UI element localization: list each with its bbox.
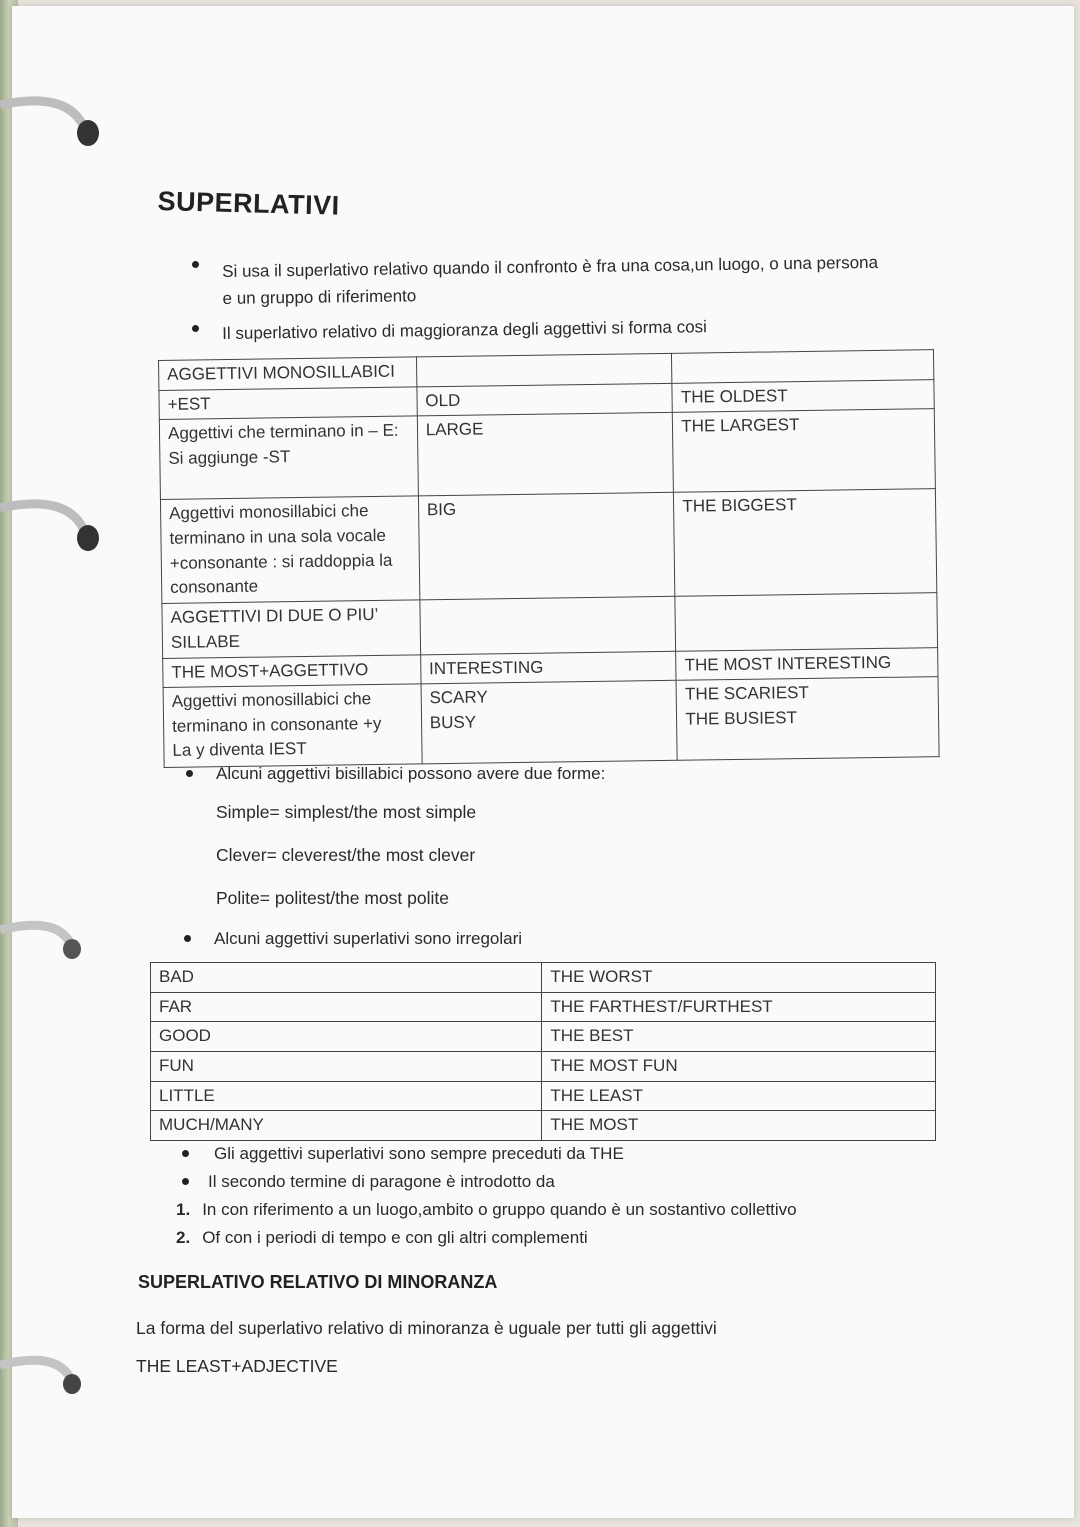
- example-simple: Simple= simplest/the most simple: [216, 802, 477, 822]
- numbered-text: In con riferimento a un luogo,ambito o gruppo quando è un sostantivo collettivo: [202, 1200, 797, 1219]
- bisyllabic-note: Alcuni aggettivi bisillabici possono avere due forme:: [216, 764, 606, 783]
- after-bullet-2: Il secondo termine di paragone è introdotto da: [208, 1172, 555, 1191]
- rules-table-cell: BIG: [418, 493, 675, 601]
- rules-table-cell: AGGETTIVI DI DUE O PIU’ SILLABE: [162, 600, 420, 658]
- rules-table-cell: [675, 593, 937, 651]
- bullet-icon: [182, 1150, 189, 1157]
- irregular-table-cell: GOOD: [151, 1022, 542, 1052]
- binder-ring-icon: [0, 95, 100, 165]
- irregular-table-cell: THE FARTHEST/FURTHEST: [542, 992, 936, 1022]
- section-heading-minority: SUPERLATIVO RELATIVO DI MINORANZA: [138, 1272, 498, 1292]
- superlative-rules-table: [158, 349, 940, 768]
- rules-table-cell: THE OLDEST: [672, 379, 934, 412]
- bullet-icon: [186, 770, 193, 777]
- rules-table-row: [163, 677, 939, 768]
- irregular-table-row: [151, 1081, 936, 1111]
- rules-table-cell: THE SCARIEST THE BUSIEST: [676, 677, 939, 761]
- irregular-table-cell: THE MOST: [542, 1111, 936, 1141]
- numbered-item-1: [176, 1196, 797, 1223]
- rules-table-cell: INTERESTING: [420, 651, 676, 684]
- rules-table-cell: [420, 597, 676, 655]
- rules-table-row: [160, 489, 936, 604]
- irregular-table-cell: FUN: [151, 1051, 542, 1081]
- intro-bullet-2: Il superlativo relativo di maggioranza degli aggettivi si forma cosi: [222, 317, 708, 343]
- irregular-superlatives-table: [150, 962, 936, 1141]
- irregular-table-row: [151, 1111, 936, 1141]
- minority-formula: THE LEAST+ADJECTIVE: [136, 1356, 338, 1376]
- bullet-icon: [182, 1178, 189, 1185]
- binder-ring-icon: [0, 915, 100, 985]
- bullet-icon: [192, 325, 199, 332]
- rules-table-cell: THE MOST+AGGETTIVO: [163, 654, 421, 687]
- irregular-table-cell: FAR: [151, 992, 542, 1022]
- rules-table-cell: LARGE: [417, 413, 674, 497]
- minority-paragraph: La forma del superlativo relativo di minoranza è uguale per tutti gli aggettivi: [136, 1318, 717, 1338]
- irregular-table-cell: THE LEAST: [542, 1081, 936, 1111]
- irregular-table-row: [151, 963, 936, 993]
- bullet-icon: [184, 935, 191, 942]
- rules-table-cell: THE LARGEST: [673, 409, 936, 493]
- page-title: SUPERLATIVI: [157, 186, 340, 221]
- irregular-table-cell: THE BEST: [542, 1022, 936, 1052]
- rules-table-cell: [416, 353, 672, 386]
- rules-table-cell: SCARY BUSY: [421, 680, 678, 764]
- example-clever: Clever= cleverest/the most clever: [216, 845, 476, 865]
- rules-table-cell: Aggettivi che terminano in – E: Si aggiunge -ST: [159, 416, 418, 500]
- rules-table-cell: [672, 350, 934, 383]
- numbered-item-2: [176, 1224, 588, 1251]
- rules-table-cell: Aggettivi monosillabici che terminano in consonante +y La y diventa IEST: [163, 684, 422, 768]
- irregular-table-row: [151, 1022, 936, 1052]
- irregular-table-row: [151, 992, 936, 1022]
- irregular-note: Alcuni aggettivi superlativi sono irregolari: [214, 929, 523, 948]
- irregular-table-cell: LITTLE: [151, 1081, 542, 1111]
- rules-table-cell: OLD: [417, 383, 673, 416]
- irregular-table-cell: BAD: [151, 963, 542, 993]
- rules-table-row: [159, 409, 935, 500]
- irregular-table-cell: THE MOST FUN: [542, 1051, 936, 1081]
- bullet-icon: [192, 261, 199, 268]
- irregular-table-cell: THE WORST: [542, 963, 936, 993]
- irregular-table-cell: MUCH/MANY: [151, 1111, 542, 1141]
- number-label: 1.: [176, 1200, 191, 1219]
- rules-table-cell: THE BIGGEST: [674, 489, 937, 597]
- binder-ring-icon: [0, 1350, 100, 1420]
- example-polite: Polite= politest/the most polite: [216, 888, 449, 908]
- rules-table-cell: Aggettivi monosillabici che terminano in una sola vocale +consonante : si raddoppia la consonante: [160, 496, 419, 604]
- number-label: 2.: [176, 1228, 191, 1247]
- rules-table-cell: +EST: [159, 387, 417, 420]
- after-bullet-1: Gli aggettivi superlativi sono sempre preceduti da THE: [214, 1144, 624, 1163]
- intro-bullet-1: Si usa il superlativo relativo quando il confronto è fra una cosa,un luogo, o una persona e un gruppo di riferimento: [222, 252, 879, 309]
- numbered-text: Of con i periodi di tempo e con gli altri complementi: [202, 1228, 588, 1247]
- rules-table-cell: THE MOST INTERESTING: [676, 647, 938, 680]
- irregular-table-row: [151, 1051, 936, 1081]
- rules-table-cell: AGGETTIVI MONOSILLABICI: [159, 357, 417, 390]
- binder-ring-icon: [0, 498, 100, 568]
